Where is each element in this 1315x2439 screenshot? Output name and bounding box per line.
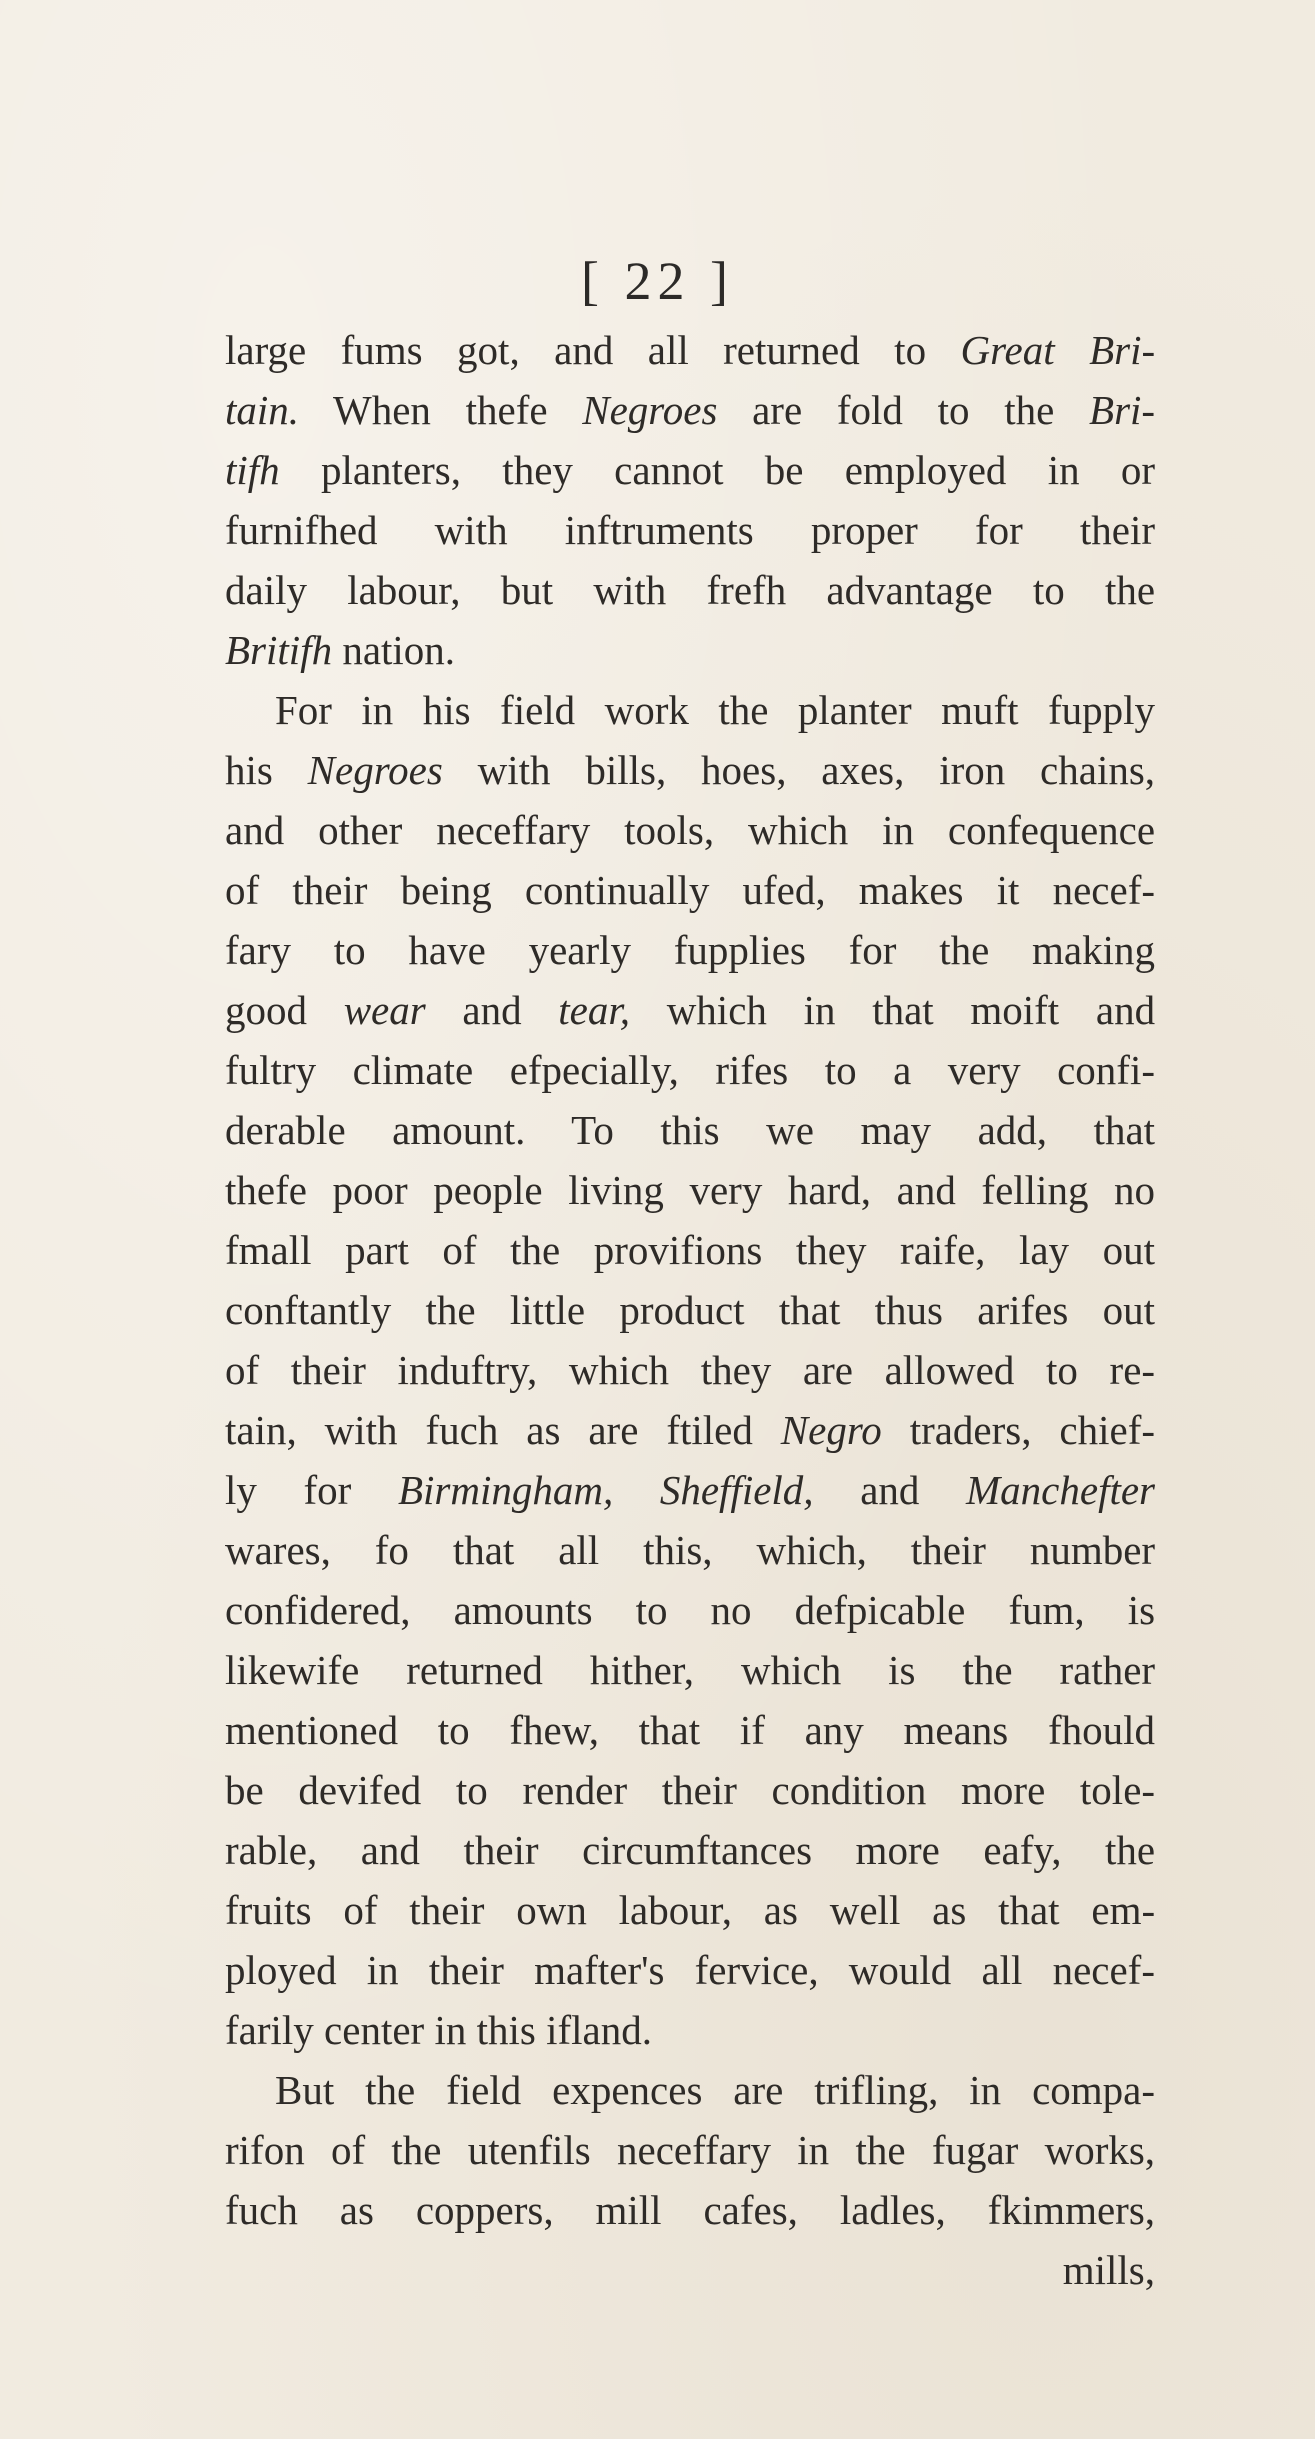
text-line — [225, 320, 1155, 380]
line-text: tifh planters, they cannot be employed in or — [225, 447, 1155, 493]
line-text: fultry climate efpecially, rifes to a very confi- — [225, 1047, 1155, 1093]
line-text: mentioned to fhew, that if any means fhould — [225, 1707, 1155, 1753]
text-line — [225, 2120, 1155, 2180]
text-line — [225, 1160, 1155, 1220]
line-text: furnifhed with inftruments proper for their — [225, 507, 1155, 553]
text-line — [225, 1100, 1155, 1160]
paragraph-start-line — [225, 2060, 1155, 2120]
text-line — [225, 560, 1155, 620]
line-text: confidered, amounts to no defpicable fum, is — [225, 1587, 1155, 1633]
text-line — [225, 1700, 1155, 1760]
text-line — [225, 1280, 1155, 1340]
line-text: tain. When thefe Negroes are fold to the Bri- — [225, 387, 1155, 433]
line-text: of their induftry, which they are allowed to re- — [225, 1347, 1155, 1393]
text-line — [225, 380, 1155, 440]
text-line — [225, 2180, 1155, 2240]
line-text: wares, fo that all this, which, their number — [225, 1527, 1155, 1573]
page-number: [ 22 ] — [581, 251, 734, 311]
line-text: likewife returned hither, which is the rather — [225, 1647, 1155, 1693]
line-text: rifon of the utenfils neceffary in the fugar works, — [225, 2127, 1155, 2173]
text-line — [225, 1460, 1155, 1520]
line-text: daily labour, but with frefh advantage to the — [225, 567, 1155, 613]
line-text: conftantly the little product that thus arifes out — [225, 1287, 1155, 1333]
line-text: good wear and tear, which in that moift and — [225, 987, 1155, 1033]
text-line — [225, 1760, 1155, 1820]
text-line — [225, 1580, 1155, 1640]
text-line — [225, 1220, 1155, 1280]
line-text: be devifed to render their condition more tole- — [225, 1767, 1155, 1813]
text-line — [225, 860, 1155, 920]
line-text: fruits of their own labour, as well as that em- — [225, 1887, 1155, 1933]
line-text: fuch as coppers, mill cafes, ladles, fkimmers, — [225, 2187, 1155, 2233]
text-line — [225, 1340, 1155, 1400]
line-text: farily center in this ifland. — [225, 2007, 652, 2053]
paragraph-start-line — [225, 680, 1155, 740]
line-text: ployed in their mafter's fervice, would all necef- — [225, 1947, 1155, 1993]
catchword-line — [225, 2240, 1155, 2300]
body-text — [225, 320, 1155, 2300]
line-text: derable amount. To this we may add, that — [225, 1107, 1155, 1153]
line-text: thefe poor people living very hard, and felling no — [225, 1167, 1155, 1213]
text-line — [225, 1040, 1155, 1100]
line-text: rable, and their circumftances more eafy, the — [225, 1827, 1155, 1873]
text-line — [225, 740, 1155, 800]
line-text: of their being continually ufed, makes it necef- — [225, 867, 1155, 913]
text-line — [225, 620, 1155, 680]
line-text: But the field expences are trifling, in compa- — [275, 2067, 1155, 2113]
line-text: ly for Birmingham, Sheffield, and Manchefter — [225, 1467, 1155, 1513]
text-line — [225, 1400, 1155, 1460]
text-line — [225, 980, 1155, 1040]
text-line — [225, 440, 1155, 500]
text-line — [225, 2000, 1155, 2060]
line-text: Britifh nation. — [225, 627, 456, 673]
line-text: and other neceffary tools, which in confequence — [225, 807, 1155, 853]
line-text: tain, with fuch as are ftiled Negro traders, chief- — [225, 1407, 1155, 1453]
catchword: mills, — [1062, 2247, 1155, 2293]
line-text: large fums got, and all returned to Great Bri- — [225, 327, 1155, 373]
text-line — [225, 1880, 1155, 1940]
text-line — [225, 800, 1155, 860]
line-text: fmall part of the provifions they raife, lay out — [225, 1227, 1155, 1273]
line-text: his Negroes with bills, hoes, axes, iron chains, — [225, 747, 1155, 793]
text-line — [225, 1520, 1155, 1580]
text-line — [225, 1820, 1155, 1880]
text-line — [225, 920, 1155, 980]
text-line — [225, 1940, 1155, 2000]
line-text: fary to have yearly fupplies for the making — [225, 927, 1155, 973]
text-line — [225, 500, 1155, 560]
line-text: For in his field work the planter muft fupply — [275, 687, 1155, 733]
text-line — [225, 1640, 1155, 1700]
